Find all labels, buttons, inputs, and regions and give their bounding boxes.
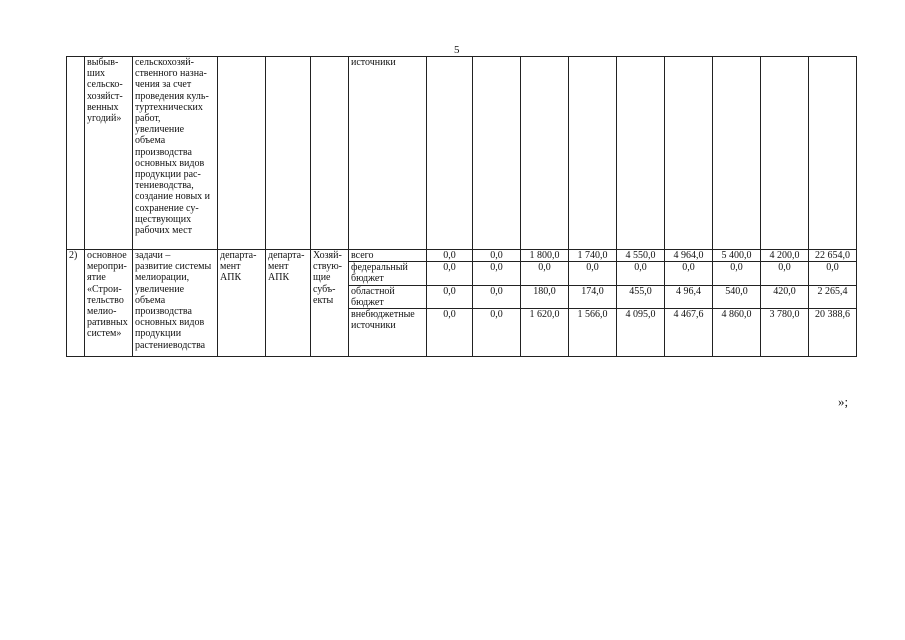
value-cell: 0,0: [569, 262, 617, 285]
value-cell: 420,0: [761, 285, 809, 308]
value-cell: 0,0: [521, 262, 569, 285]
value-cell: 4 964,0: [665, 250, 713, 262]
value-cell: 0,0: [665, 262, 713, 285]
coexecutor-cell: [266, 57, 311, 250]
value-cell: 1 620,0: [521, 309, 569, 357]
value-cell: 0,0: [473, 309, 521, 357]
index-cell: [67, 57, 85, 250]
value-cell: 0,0: [473, 285, 521, 308]
value-cell: 540,0: [713, 285, 761, 308]
value-cell: 0,0: [617, 262, 665, 285]
value-cell: 4 860,0: [713, 309, 761, 357]
value-cell: 4 200,0: [761, 250, 809, 262]
value-cell: 3 780,0: [761, 309, 809, 357]
value-cell: 4 96,4: [665, 285, 713, 308]
funding-source-cell: областной бюджет: [349, 285, 427, 308]
participants-cell: Хозяй- ствую- щие субъ- екты: [311, 250, 349, 357]
value-cell: 0,0: [427, 309, 473, 357]
value-cell: 0,0: [427, 262, 473, 285]
funding-source-cell: федеральный бюджет: [349, 262, 427, 285]
index-cell: 2): [67, 250, 85, 357]
value-cell: 0,0: [761, 262, 809, 285]
value-cell: [569, 57, 617, 250]
value-cell: [617, 57, 665, 250]
value-cell: 2 265,4: [809, 285, 857, 308]
value-cell: [665, 57, 713, 250]
value-cell: [427, 57, 473, 250]
value-cell: 0,0: [809, 262, 857, 285]
event-name-cell: основное меропри- ятие «Строи- тельство мелио- ративных систем»: [85, 250, 133, 357]
event-name-cell: выбыв- ших сельско- хозяйст- венных угодий»: [85, 57, 133, 250]
funding-row-total: [67, 250, 857, 262]
value-cell: 4 550,0: [617, 250, 665, 262]
closing-quote-mark: »;: [838, 394, 849, 409]
value-cell: 0,0: [473, 250, 521, 262]
value-cell: 4 467,6: [665, 309, 713, 357]
value-cell: 174,0: [569, 285, 617, 308]
value-cell: 0,0: [427, 250, 473, 262]
value-cell: 1 800,0: [521, 250, 569, 262]
value-cell: 1 740,0: [569, 250, 617, 262]
funding-source-cell: внебюджетные источники: [349, 309, 427, 357]
funding-source-cell: источники: [349, 57, 427, 250]
tasks-cell: сельскохозяй- ственного назна- чения за счет проведения куль- туртехнических работ, увеличение объема производства основных видов продукции рас- тениеводства, создание новых и сохранение су- ществующих рабочих мест: [133, 57, 218, 250]
budget-table: [66, 56, 857, 357]
coexecutor-cell: департа- мент АПК: [266, 250, 311, 357]
value-cell: 0,0: [427, 285, 473, 308]
value-cell: 0,0: [473, 262, 521, 285]
value-cell: [713, 57, 761, 250]
executor-cell: департа- мент АПК: [218, 250, 266, 357]
participants-cell: [311, 57, 349, 250]
value-cell: [473, 57, 521, 250]
value-cell: [761, 57, 809, 250]
funding-source-cell: всего: [349, 250, 427, 262]
value-cell: 4 095,0: [617, 309, 665, 357]
value-cell: 22 654,0: [809, 250, 857, 262]
value-cell: 5 400,0: [713, 250, 761, 262]
page-number: 5: [454, 44, 460, 56]
value-cell: 0,0: [713, 262, 761, 285]
value-cell: 1 566,0: [569, 309, 617, 357]
value-cell: 455,0: [617, 285, 665, 308]
value-cell: 180,0: [521, 285, 569, 308]
value-cell: [521, 57, 569, 250]
tasks-cell: задачи – развитие системы мелиорации, увеличение объема производства основных видов продукции растениеводства: [133, 250, 218, 357]
executor-cell: [218, 57, 266, 250]
continuation-row: [67, 57, 857, 250]
value-cell: [809, 57, 857, 250]
value-cell: 20 388,6: [809, 309, 857, 357]
